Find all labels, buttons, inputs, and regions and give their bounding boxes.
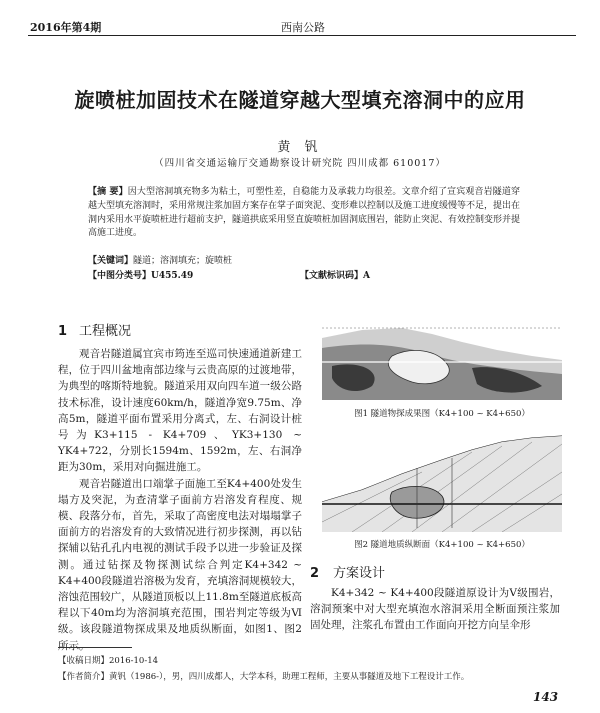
keywords-label: 【关键词】 — [88, 256, 134, 266]
document-code-label: 【文献标识码】 — [300, 271, 364, 281]
header-rule — [28, 35, 576, 36]
page-number: 143 — [533, 690, 559, 704]
section-2-heading — [310, 562, 385, 581]
abstract-label: 【摘 要】 — [88, 187, 128, 197]
class-number-value: U455.49 — [151, 271, 194, 281]
figure-2-caption: 图2 隧道地质纵断面（K4+100 ~ K4+650） — [354, 540, 530, 550]
section-1-number: 1 — [58, 324, 68, 339]
class-number-label: 【中图分类号】 — [88, 271, 152, 281]
keywords — [88, 253, 232, 266]
section-2-title: 方案设计 — [333, 566, 386, 581]
journal-issue: 2016年第4期 — [30, 21, 102, 34]
section-2-number: 2 — [310, 566, 320, 581]
section-1-body — [58, 346, 302, 654]
author-name: 黄 钒 — [277, 140, 323, 155]
document-code-value: A — [363, 271, 370, 281]
section-1-paragraph: 观音岩隧道出口端掌子面施工至K4+400处发生塌方及突泥，为查清掌子面前方岩溶发育程度、规模、段落分布，首先，采取了高密度电法对塌塌掌子面前方的岩溶发育的大致情况进行初步探测，再以钻探辅以钻孔孔内电视的测试手段予以进一步验证及探测。通过钻探及物探测试综合判定K4+342 ~ K4+400段隧道岩溶极为发育，充填溶洞规模较大，溶蚀范围较广，从隧道顶板以上11.8m至隧道底板高程以下40m均为溶洞填充范围，围岩判定等级为Ⅵ级。该段隧道物探成果及地质纵断面，如图1、图2所示。 — [58, 477, 302, 652]
footnote-rule — [58, 647, 132, 648]
figure-1-geophysics-image — [322, 316, 562, 400]
section-1-heading — [58, 320, 131, 339]
document-code — [300, 268, 370, 281]
section-1-paragraph: 观音岩隧道属宜宾市筠连至巡司快速通道新建工程，位于四川盆地南部边缘与云贵高原的过渡地带，为典型的喀斯特地貌。隧道采用双向四车道一级公路技术标准，设计速度60km/h，隧道净宽9.75m、净高5m，隧道平面布置采用分离式，左、右洞设计桩号为K3+115 - K4+709、YK3+130 ~ YK4+722，分别长1594m、1592m，左、右洞净距为30m，采用对向掘进施工。 — [58, 348, 302, 474]
footnote-received-date: 【收稿日期】2016-10-14 — [58, 656, 159, 666]
section-2-paragraph: K4+342 ~ K4+400段隧道原设计为V级围岩，溶洞预案中对大型充填泡水溶洞采用全断面预注浆加固处理，注浆孔布置由工作面向开挖方向呈伞形 — [310, 587, 560, 632]
figure-1-caption: 图1 隧道物探成果图（K4+100 ~ K4+650） — [354, 409, 530, 419]
abstract-text: 因大型溶洞填充物多为粘土，可塑性差，自稳能力及承载力均很差。文章介绍了宣宾观音岩隧道穿越大型填充溶洞时，采用常规注浆加固方案存在掌子面突泥、变形难以控制以及施工进度缓慢等不足，提出在洞内采用水平旋喷桩进行超前支护，隧道拱底采用竖直旋喷桩加固洞底围岩，能防止突泥、有效控制变形并提高施工进度。 — [88, 187, 521, 239]
abstract — [88, 186, 520, 241]
figure-2-geology-section — [322, 432, 562, 532]
author-affiliation: （四川省交通运输厅交通勘察设计研究院 四川成都 610017） — [154, 158, 446, 169]
section-1-title: 工程概况 — [79, 324, 132, 339]
journal-name: 西南公路 — [281, 21, 325, 34]
section-2-body — [310, 585, 560, 634]
footnote-author-bio: 【作者简介】黄钒（1986-），男，四川成都人，大学本科，助理工程师，主要从事隧道及地下工程设计工作。 — [58, 672, 470, 682]
paper-title: 旋喷桩加固技术在隧道穿越大型填充溶洞中的应用 — [74, 88, 526, 112]
class-number — [88, 268, 193, 281]
keywords-text: 隧道；溶洞填充；旋喷桩 — [133, 256, 233, 266]
